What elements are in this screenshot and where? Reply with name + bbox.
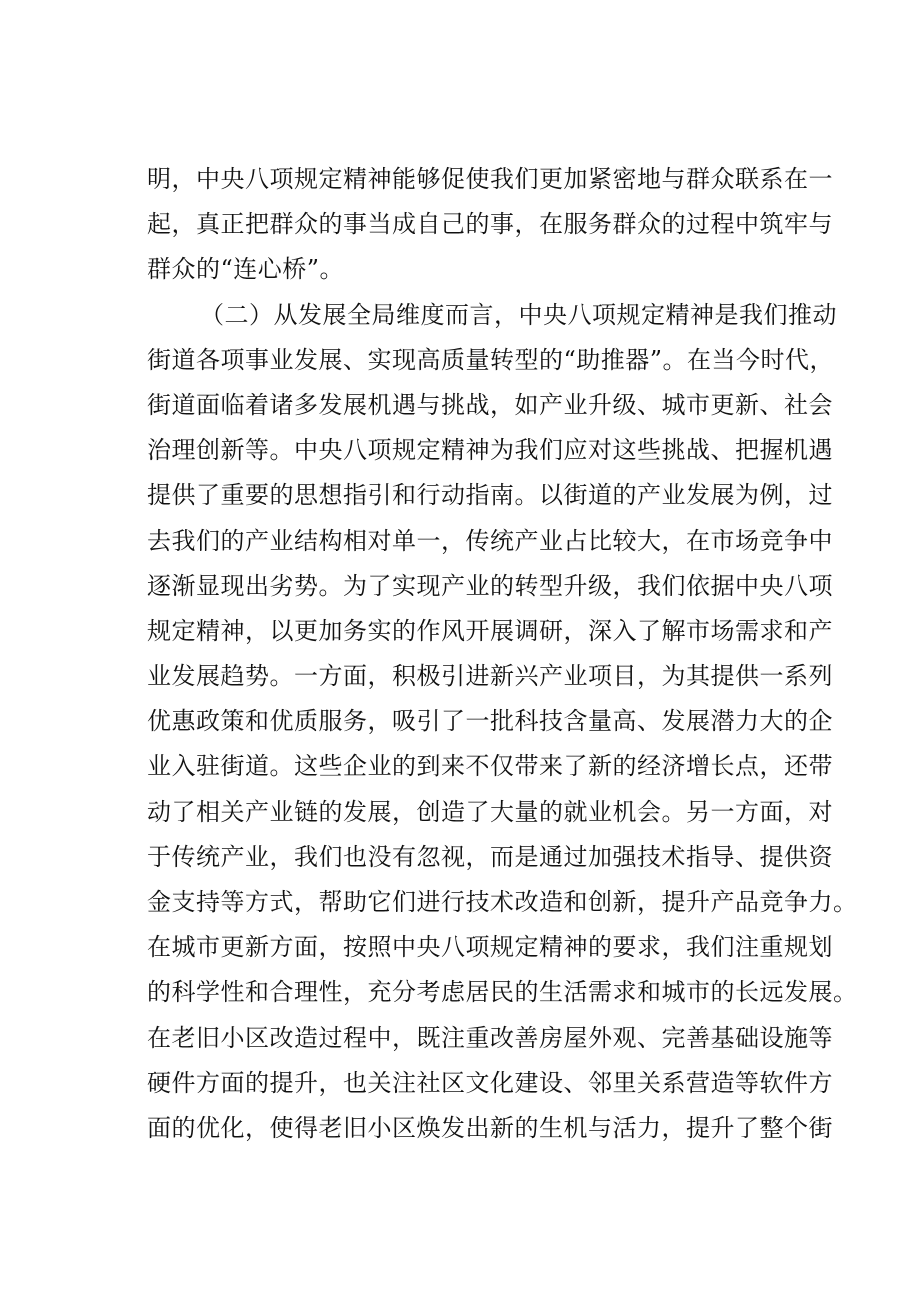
text-line: 面的优化，使得老旧小区焕发出新的生机与活力，提升了整个街 [147,1113,833,1142]
text-line: 明，中央八项规定精神能够促使我们更加紧密地与群众联系在一 [147,165,833,193]
section-heading-line: （二）从发展全局维度而言，中央八项规定精神是我们推动 [200,300,837,329]
text-line: 在老旧小区改造过程中，既注重改善房屋外观、完善基础设施等 [147,1023,833,1052]
text-line: 于传统产业，我们也没有忽视，而是通过加强技术指导、提供资 [147,842,833,871]
text-line: 动了相关产业链的发展，创造了大量的就业机会。另一方面，对 [147,797,833,826]
text-line: 业入驻街道。这些企业的到来不仅带来了新的经济增长点，还带 [147,752,833,781]
text-line: 的科学性和合理性，充分考虑居民的生活需求和城市的长远发展。 [147,978,858,1007]
text-line: 提供了重要的思想指引和行动指南。以街道的产业发展为例，过 [147,481,833,510]
text-line: 规定精神，以更加务实的作风开展调研，深入了解市场需求和产 [147,616,833,645]
text-line: 街道各项事业发展、实现高质量转型的“助推器”。在当今时代， [147,345,835,374]
text-line: 群众的“连心桥”。 [147,255,345,284]
text-line: 去我们的产业结构相对单一，传统产业占比较大，在市场竞争中 [147,526,833,555]
text-line: 起，真正把群众的事当成自己的事，在服务群众的过程中筑牢与 [147,210,833,239]
text-line: 金支持等方式，帮助它们进行技术改造和创新，提升产品竞争力。 [147,888,858,916]
text-line: 优惠政策和优质服务，吸引了一批科技含量高、发展潜力大的企 [147,707,833,736]
text-line: 在城市更新方面，按照中央八项规定精神的要求，我们注重规划 [147,933,833,962]
text-line: 街道面临着诸多发展机遇与挑战，如产业升级、城市更新、社会 [147,390,833,419]
body-text [147,157,858,1151]
text-line: 硬件方面的提升，也关注社区文化建设、邻里关系营造等软件方 [147,1068,833,1097]
text-line: 业发展趋势。一方面，积极引进新兴产业项目，为其提供一系列 [147,662,833,691]
text-line: 逐渐显现出劣势。为了实现产业的转型升级，我们依据中央八项 [147,571,833,600]
text-line: 治理创新等。中央八项规定精神为我们应对这些挑战、把握机遇 [147,436,833,465]
